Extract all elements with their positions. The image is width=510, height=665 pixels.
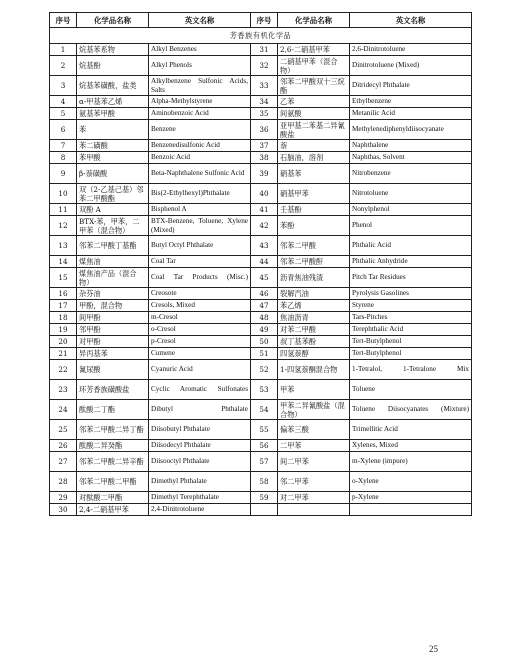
header-english-name-1: 英文名称 bbox=[149, 13, 251, 28]
chinese-name: 邻甲酚 bbox=[77, 324, 149, 336]
chinese-name: 酞酸二丁酯 bbox=[77, 400, 149, 420]
row-number: 19 bbox=[50, 324, 77, 336]
english-name: Pitch Tar Residues bbox=[350, 268, 472, 288]
chinese-name: 对酞酸二甲酯 bbox=[77, 492, 149, 504]
english-name: Bis(2-Ethylhexyl)Phthalate bbox=[149, 184, 251, 204]
row-number: 25 bbox=[50, 420, 77, 440]
chinese-name: 邻苯二甲酸二甲酯 bbox=[77, 472, 149, 492]
english-name: Naphthalene bbox=[350, 140, 472, 152]
row-number: 55 bbox=[251, 420, 278, 440]
chinese-name: 对二甲苯 bbox=[278, 492, 350, 504]
row-number: 26 bbox=[50, 440, 77, 452]
chinese-name: 异丙基苯 bbox=[77, 348, 149, 360]
chinese-name: 硝基苯 bbox=[278, 164, 350, 184]
english-name: Nonylphenol bbox=[350, 204, 472, 216]
row-number: 8 bbox=[50, 152, 77, 164]
header-chinese-name-1: 化学品名称 bbox=[77, 13, 149, 28]
chinese-name: 酞酸二异癸酯 bbox=[77, 440, 149, 452]
document-page bbox=[49, 12, 471, 516]
row-number: 56 bbox=[251, 440, 278, 452]
table-row bbox=[50, 400, 472, 420]
row-number: 50 bbox=[251, 336, 278, 348]
english-name: Tars-Pitches bbox=[350, 312, 472, 324]
chinese-name: 双酚 A bbox=[77, 204, 149, 216]
row-number: 21 bbox=[50, 348, 77, 360]
section-title: 芳香族有机化学品 bbox=[50, 28, 472, 44]
chinese-name: 焦油沥青 bbox=[278, 312, 350, 324]
row-number: 49 bbox=[251, 324, 278, 336]
chinese-name: 偏苯三酸 bbox=[278, 420, 350, 440]
table-row bbox=[50, 268, 472, 288]
english-name: Alkyl Phenols bbox=[149, 56, 251, 76]
chinese-name: 萘 bbox=[278, 140, 350, 152]
row-number: 41 bbox=[251, 204, 278, 216]
page-number: 25 bbox=[429, 644, 438, 654]
english-name: o-Cresol bbox=[149, 324, 251, 336]
table-row bbox=[50, 184, 472, 204]
english-name: Diisodecyl Phthalate bbox=[149, 440, 251, 452]
chinese-name: 苯酚 bbox=[278, 216, 350, 236]
chinese-name: 邻苯二甲酸 bbox=[278, 236, 350, 256]
english-name: m-Cresol bbox=[149, 312, 251, 324]
english-name: BTX-Benzene, Toluene, Xylene (Mixed) bbox=[149, 216, 251, 236]
chinese-name: 甲苯 bbox=[278, 380, 350, 400]
english-name: p-Cresol bbox=[149, 336, 251, 348]
english-name: Creosote bbox=[149, 288, 251, 300]
chinese-name: 间二甲苯 bbox=[278, 452, 350, 472]
row-number: 18 bbox=[50, 312, 77, 324]
row-number: 14 bbox=[50, 256, 77, 268]
table-row bbox=[50, 452, 472, 472]
table-row bbox=[50, 204, 472, 216]
row-number: 54 bbox=[251, 400, 278, 420]
header-chinese-name-2: 化学品名称 bbox=[278, 13, 350, 28]
row-number: 10 bbox=[50, 184, 77, 204]
chinese-name: 2,4-二硝基甲苯 bbox=[77, 504, 149, 516]
english-name: Diisooctyl Phthalate bbox=[149, 452, 251, 472]
english-name: Cyanuric Acid bbox=[149, 360, 251, 380]
row-number: 28 bbox=[50, 472, 77, 492]
row-number: 51 bbox=[251, 348, 278, 360]
chinese-name: 二甲苯 bbox=[278, 440, 350, 452]
english-name: m-Xylene (impure) bbox=[350, 452, 472, 472]
row-number: 13 bbox=[50, 236, 77, 256]
english-name: Nitrobenzene bbox=[350, 164, 472, 184]
row-number: 29 bbox=[50, 492, 77, 504]
chinese-name: 二硝基甲苯（混合物） bbox=[278, 56, 350, 76]
row-number: 36 bbox=[251, 120, 278, 140]
row-number: 11 bbox=[50, 204, 77, 216]
row-number: 57 bbox=[251, 452, 278, 472]
english-name: Xylenes, Mixed bbox=[350, 440, 472, 452]
chinese-name: 硝基甲苯 bbox=[278, 184, 350, 204]
chinese-name: 苯甲酸 bbox=[77, 152, 149, 164]
english-name: Phthalic Acid bbox=[350, 236, 472, 256]
chinese-name: 煤焦油产品（混合物） bbox=[77, 268, 149, 288]
chinese-name bbox=[278, 504, 350, 516]
row-number: 16 bbox=[50, 288, 77, 300]
chinese-name: 2,6-二硝基甲苯 bbox=[278, 44, 350, 56]
chinese-name: 对苯二甲酸 bbox=[278, 324, 350, 336]
table-row bbox=[50, 56, 472, 76]
table-row bbox=[50, 472, 472, 492]
chinese-name: 邻苯二甲酸丁基酯 bbox=[77, 236, 149, 256]
english-name: Bisphenol A bbox=[149, 204, 251, 216]
english-name: Tert-Butylphenol bbox=[350, 348, 472, 360]
header-english-name-2: 英文名称 bbox=[350, 13, 472, 28]
english-name: Alkyl Benzenes bbox=[149, 44, 251, 56]
english-name: Aminobenzoic Acid bbox=[149, 108, 251, 120]
row-number: 12 bbox=[50, 216, 77, 236]
english-name: Benzoic Acid bbox=[149, 152, 251, 164]
chinese-name: 亚甲基二苯基二异氰酸盐 bbox=[278, 120, 350, 140]
row-number: 59 bbox=[251, 492, 278, 504]
english-name: 2,4-Dinitrotoluene bbox=[149, 504, 251, 516]
table-header bbox=[50, 13, 472, 28]
row-number: 34 bbox=[251, 96, 278, 108]
english-name: Methylenediphenyldiisocyanate bbox=[350, 120, 472, 140]
english-name: Beta-Naphthalene Sulfonic Acid bbox=[149, 164, 251, 184]
chinese-name: α-甲基苯乙烯 bbox=[77, 96, 149, 108]
chinese-name: BTX-苯，甲苯，二甲苯（混合物） bbox=[77, 216, 149, 236]
english-name: Coal Tar bbox=[149, 256, 251, 268]
table-row bbox=[50, 236, 472, 256]
chinese-name: 甲酚，混合物 bbox=[77, 300, 149, 312]
english-name: Dinitrotoluene (Mixed) bbox=[350, 56, 472, 76]
english-name: Trimellitic Acid bbox=[350, 420, 472, 440]
header-number-1: 序号 bbox=[50, 13, 77, 28]
row-number: 27 bbox=[50, 452, 77, 472]
table-row bbox=[50, 348, 472, 360]
chinese-name: 杂芬油 bbox=[77, 288, 149, 300]
row-number: 35 bbox=[251, 108, 278, 120]
table-body bbox=[50, 28, 472, 516]
row-number: 52 bbox=[251, 360, 278, 380]
table-row bbox=[50, 300, 472, 312]
row-number: 22 bbox=[50, 360, 77, 380]
table-row bbox=[50, 108, 472, 120]
english-name: Styrene bbox=[350, 300, 472, 312]
row-number: 38 bbox=[251, 152, 278, 164]
table-row bbox=[50, 336, 472, 348]
table-row bbox=[50, 440, 472, 452]
english-name: Nitrotoluene bbox=[350, 184, 472, 204]
chinese-name: 氨基苯甲酸 bbox=[77, 108, 149, 120]
chinese-name: 邻苯二甲酸双十三烷酯 bbox=[278, 76, 350, 96]
row-number: 31 bbox=[251, 44, 278, 56]
table-row bbox=[50, 504, 472, 516]
table-row bbox=[50, 256, 472, 268]
row-number: 7 bbox=[50, 140, 77, 152]
row-number: 20 bbox=[50, 336, 77, 348]
row-number: 39 bbox=[251, 164, 278, 184]
chinese-name: 邻苯二甲酸二异辛酯 bbox=[77, 452, 149, 472]
row-number: 5 bbox=[50, 108, 77, 120]
row-number: 1 bbox=[50, 44, 77, 56]
english-name: Metanilic Acid bbox=[350, 108, 472, 120]
chinese-name: 石脑油，溶剂 bbox=[278, 152, 350, 164]
row-number: 9 bbox=[50, 164, 77, 184]
english-name: Terephthalic Acid bbox=[350, 324, 472, 336]
row-number: 4 bbox=[50, 96, 77, 108]
english-name bbox=[350, 504, 472, 516]
english-name: Ditridecyl Phthalate bbox=[350, 76, 472, 96]
row-number: 32 bbox=[251, 56, 278, 76]
row-number: 6 bbox=[50, 120, 77, 140]
row-number: 17 bbox=[50, 300, 77, 312]
row-number: 45 bbox=[251, 268, 278, 288]
row-number: 44 bbox=[251, 256, 278, 268]
chinese-name: 四氢萘醇 bbox=[278, 348, 350, 360]
english-name: Diisobutyl Phthalate bbox=[149, 420, 251, 440]
english-name: Butyl Octyl Phthalate bbox=[149, 236, 251, 256]
chinese-name: 烷基苯系物 bbox=[77, 44, 149, 56]
english-name: 1-Tetralol, 1-Tetralone Mix bbox=[350, 360, 472, 380]
table-row bbox=[50, 140, 472, 152]
chinese-name: 沥青焦油残渣 bbox=[278, 268, 350, 288]
english-name: Benzenedisulfonic Acid bbox=[149, 140, 251, 152]
table-row bbox=[50, 216, 472, 236]
english-name: Cumene bbox=[149, 348, 251, 360]
header-number-2: 序号 bbox=[251, 13, 278, 28]
english-name: Tert-Butylphenol bbox=[350, 336, 472, 348]
english-name: Benzene bbox=[149, 120, 251, 140]
table-row bbox=[50, 76, 472, 96]
english-name: Dibutyl Phthalate bbox=[149, 400, 251, 420]
chinese-name: 1-四氢萘酮混合物 bbox=[278, 360, 350, 380]
chinese-name: 烷基酚 bbox=[77, 56, 149, 76]
chinese-name: 裂解汽油 bbox=[278, 288, 350, 300]
chemical-table bbox=[49, 12, 472, 516]
table-row bbox=[50, 44, 472, 56]
chinese-name: 叔丁基苯酚 bbox=[278, 336, 350, 348]
table-row bbox=[50, 324, 472, 336]
row-number bbox=[251, 504, 278, 516]
row-number: 2 bbox=[50, 56, 77, 76]
chinese-name: 邻苯二甲酸二异丁酯 bbox=[77, 420, 149, 440]
table-row bbox=[50, 420, 472, 440]
table-row bbox=[50, 120, 472, 140]
english-name: 2,6-Dinitrotoluene bbox=[350, 44, 472, 56]
chinese-name: 邻苯二甲酸酐 bbox=[278, 256, 350, 268]
row-number: 53 bbox=[251, 380, 278, 400]
table-row bbox=[50, 164, 472, 184]
english-name: Coal Tar Products (Misc.) bbox=[149, 268, 251, 288]
row-number: 37 bbox=[251, 140, 278, 152]
section-row bbox=[50, 28, 472, 44]
english-name: p-Xylene bbox=[350, 492, 472, 504]
row-number: 3 bbox=[50, 76, 77, 96]
english-name: Dimethyl Terephthalate bbox=[149, 492, 251, 504]
english-name: Toluene bbox=[350, 380, 472, 400]
row-number: 33 bbox=[251, 76, 278, 96]
row-number: 43 bbox=[251, 236, 278, 256]
row-number: 42 bbox=[251, 216, 278, 236]
table-row bbox=[50, 152, 472, 164]
table-row bbox=[50, 288, 472, 300]
chinese-name: 煤焦油 bbox=[77, 256, 149, 268]
row-number: 58 bbox=[251, 472, 278, 492]
chinese-name: 苯 bbox=[77, 120, 149, 140]
english-name: Alkylbenzene Sulfonic Acids, Salts bbox=[149, 76, 251, 96]
english-name: Cresols, Mixed bbox=[149, 300, 251, 312]
row-number: 24 bbox=[50, 400, 77, 420]
table-row bbox=[50, 492, 472, 504]
row-number: 40 bbox=[251, 184, 278, 204]
english-name: Phenol bbox=[350, 216, 472, 236]
chinese-name: 甲苯二异氰酸盐（混合物） bbox=[278, 400, 350, 420]
row-number: 46 bbox=[251, 288, 278, 300]
chinese-name: β-萘磺酸 bbox=[77, 164, 149, 184]
chinese-name: 环芳香族磺酸盐 bbox=[77, 380, 149, 400]
english-name: Ethylbenzene bbox=[350, 96, 472, 108]
english-name: Alpha-Methylstyrene bbox=[149, 96, 251, 108]
chinese-name: 苯乙烯 bbox=[278, 300, 350, 312]
table-row bbox=[50, 380, 472, 400]
chinese-name: 烷基苯磺酸，盐类 bbox=[77, 76, 149, 96]
chinese-name: 间氨酸 bbox=[278, 108, 350, 120]
row-number: 15 bbox=[50, 268, 77, 288]
row-number: 30 bbox=[50, 504, 77, 516]
english-name: Pyrolysis Gasolines bbox=[350, 288, 472, 300]
table-row bbox=[50, 312, 472, 324]
english-name: Toluene Diisocyanates (Mixture) bbox=[350, 400, 472, 420]
table-row bbox=[50, 360, 472, 380]
english-name: Cyclic Aromatic Sulfonates bbox=[149, 380, 251, 400]
chinese-name: 壬基酚 bbox=[278, 204, 350, 216]
english-name: o-Xylene bbox=[350, 472, 472, 492]
chinese-name: 乙苯 bbox=[278, 96, 350, 108]
chinese-name: 氰尿酸 bbox=[77, 360, 149, 380]
row-number: 48 bbox=[251, 312, 278, 324]
chinese-name: 邻二甲苯 bbox=[278, 472, 350, 492]
english-name: Phthalic Anhydride bbox=[350, 256, 472, 268]
row-number: 23 bbox=[50, 380, 77, 400]
chinese-name: 苯二磺酸 bbox=[77, 140, 149, 152]
row-number: 47 bbox=[251, 300, 278, 312]
chinese-name: 对甲酚 bbox=[77, 336, 149, 348]
table-row bbox=[50, 96, 472, 108]
chinese-name: 间甲酚 bbox=[77, 312, 149, 324]
chinese-name: 双（2-乙基己基）邻苯二甲酸酯 bbox=[77, 184, 149, 204]
english-name: Naphthas, Solvent bbox=[350, 152, 472, 164]
english-name: Dimethyl Phthalate bbox=[149, 472, 251, 492]
